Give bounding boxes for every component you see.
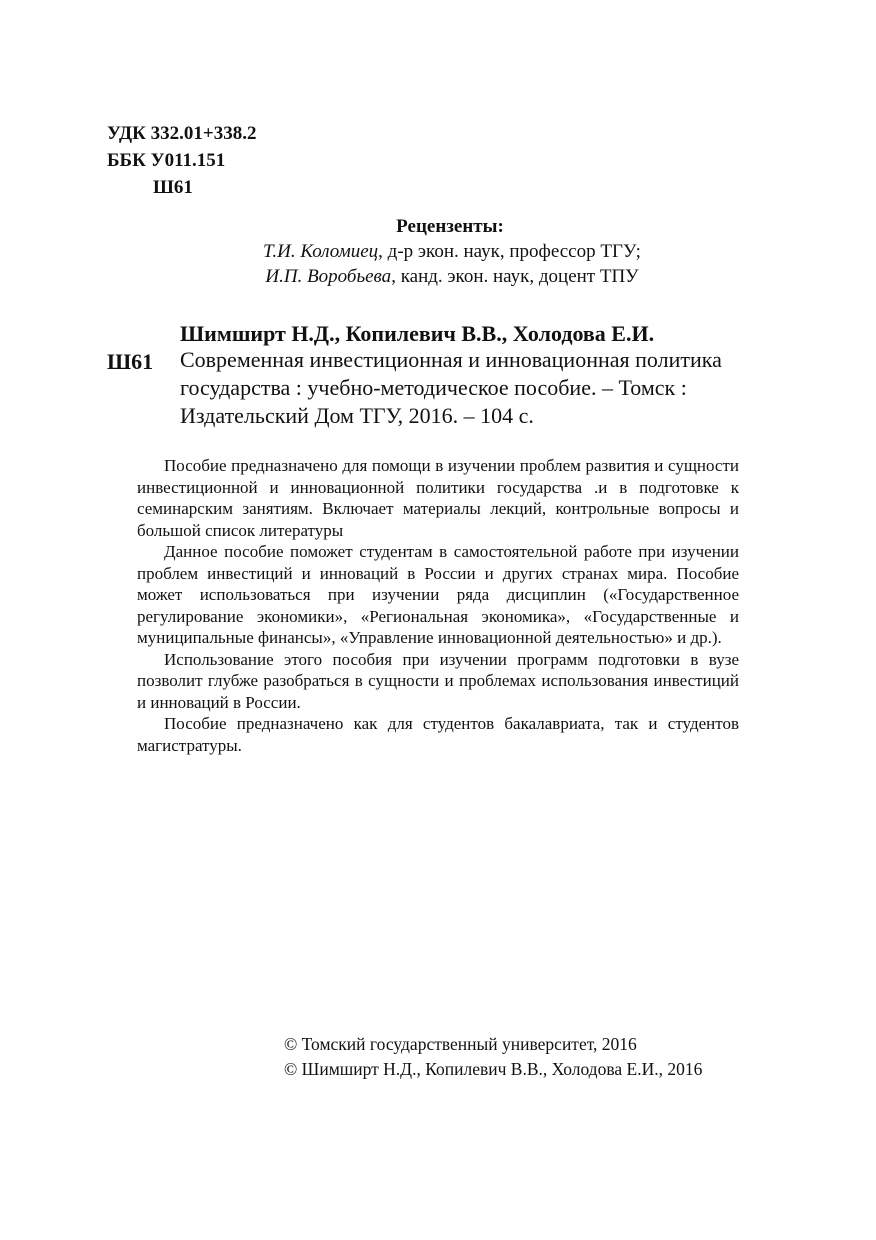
bib-line: государства : учебно-методическое пособие. – Томск : (180, 375, 687, 400)
annotation-paragraph: Пособие предназначено как для студентов бакалавриата, так и студентов магистратуры. (137, 714, 739, 755)
reviewer-1-details: , д-р экон. наук, профессор ТГУ; (378, 241, 641, 262)
annotation-paragraph: Использование этого пособия при изучении программ подготовки в вузе позволит глубже разобраться в сущности и проблемах использования инвестиций и инноваций в России. (137, 649, 739, 712)
reviewer-2 (14, 266, 876, 288)
bib-line: Издательский Дом ТГУ, 2016. – 104 с. (180, 403, 534, 428)
udk-code: УДК 332.01+338.2 (107, 123, 257, 144)
reviewer-2-details: , канд. экон. наук, доцент ТПУ (391, 266, 639, 287)
bibliographic-description (180, 346, 760, 430)
reviewers-title: Рецензенты: (396, 216, 504, 237)
reviewer-2-name: И.П. Воробьева (265, 266, 392, 287)
copyright-line: © Шимширт Н.Д., Копилевич В.В., Холодова Е.И., 2016 (284, 1059, 703, 1079)
bib-code: Ш61 (107, 349, 154, 374)
annotation-paragraph: Пособие предназначено для помощи в изучении проблем развития и сущности инвестиционной и инновационной политики государства .и в подготовке к семинарским занятиям. Включает материалы лекций, контрольные вопросы и большой список литературы (137, 456, 739, 540)
classification-block (107, 120, 256, 201)
annotation-paragraph: Данное пособие поможет студентам в самостоятельной работе при изучении проблем инвестиций и инноваций в России и других странах мира. Пособие может использоваться при изучении ряда дисциплин («Государственное регулирование экономики», «Региональная экономика», «Государственные и муниципальные финансы», «Управление инновационной деятельностью» и др.). (137, 542, 739, 647)
authors-heading: Шимширт Н.Д., Копилевич В.В., Холодова Е.И. (180, 321, 655, 346)
author-sign-code: Ш61 (153, 177, 193, 198)
reviewer-1 (14, 241, 876, 263)
annotation (137, 455, 739, 756)
bbk-code: ББК У011.151 (107, 150, 226, 171)
copyright-block (284, 1032, 702, 1082)
bib-line: Современная инвестиционная и инновационная политика (180, 347, 722, 372)
copyright-line: © Томский государственный университет, 2016 (284, 1034, 637, 1054)
reviewer-1-name: Т.И. Коломиец (263, 241, 379, 262)
